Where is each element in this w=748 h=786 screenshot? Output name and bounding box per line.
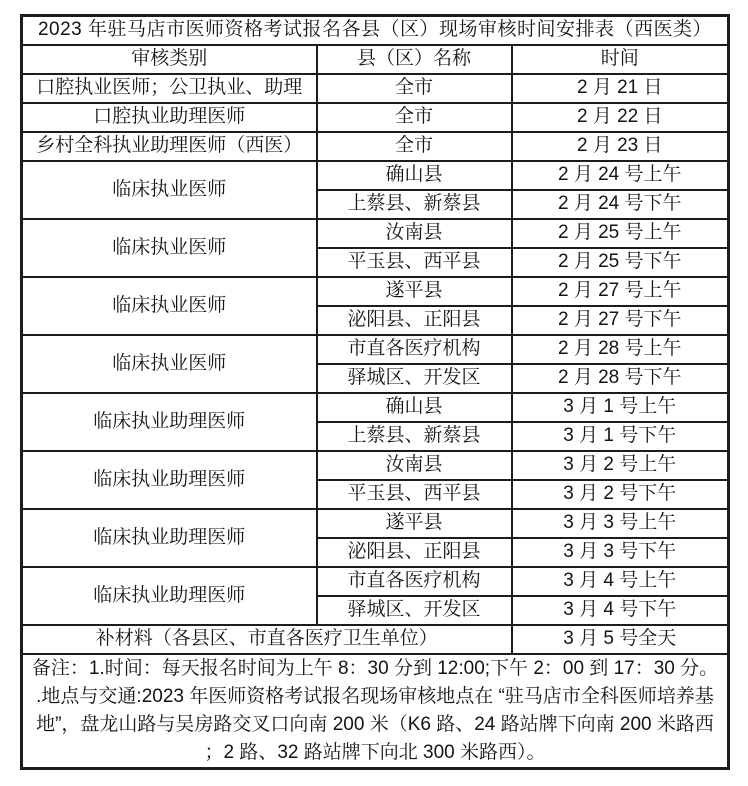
- category-cell: 口腔执业医师；公卫执业、助理: [22, 74, 317, 103]
- note-line-3: 地”，盘龙山路与吴房路交叉口向南 200 米（K6 路、24 路站牌下向南 200 米路西: [36, 713, 714, 735]
- header-county: 县（区）名称: [317, 45, 512, 74]
- category-cell: 临床执业助理医师: [22, 567, 317, 625]
- county-cell: 上蔡县、新蔡县: [317, 422, 512, 451]
- time-cell: 2 月 24 号上午: [512, 161, 729, 190]
- note-line-1: 备注：1.时间：每天报名时间为上午 8：30 分到 12:00;下午 2：00 到 17：30 分。: [31, 657, 719, 679]
- county-cell: 驿城区、开发区: [317, 596, 512, 625]
- supplement-time-cell: 3 月 5 号全天: [512, 625, 729, 654]
- supplement-row: [22, 625, 729, 654]
- category-cell: 临床执业助理医师: [22, 509, 317, 567]
- time-cell: 3 月 1 号下午: [512, 422, 729, 451]
- county-cell: 全市: [317, 103, 512, 132]
- time-cell: 2 月 21 日: [512, 74, 729, 103]
- exam-schedule-table: [20, 14, 730, 770]
- note-line-4: ；2 路、32 路站牌下向北 300 米路西）。: [204, 741, 546, 763]
- county-cell: 全市: [317, 74, 512, 103]
- county-cell: 平玉县、西平县: [317, 480, 512, 509]
- category-cell: 临床执业助理医师: [22, 451, 317, 509]
- category-cell: 临床执业医师: [22, 161, 317, 219]
- table-row: [22, 451, 729, 480]
- time-cell: 3 月 3 号下午: [512, 538, 729, 567]
- county-cell: 遂平县: [317, 509, 512, 538]
- county-cell: 汝南县: [317, 451, 512, 480]
- notes-row: [22, 654, 729, 769]
- time-cell: 3 月 1 号上午: [512, 393, 729, 422]
- county-cell: 平玉县、西平县: [317, 248, 512, 277]
- table-row: [22, 132, 729, 161]
- time-cell: 3 月 4 号上午: [512, 567, 729, 596]
- time-cell: 2 月 24 号下午: [512, 190, 729, 219]
- table-row: [22, 219, 729, 248]
- note-line-2: .地点与交通:2023 年医师资格考试报名现场审核地点在 “驻马店市全科医师培养基: [36, 685, 714, 707]
- county-cell: 市直各医疗机构: [317, 335, 512, 364]
- table-row: [22, 103, 729, 132]
- time-cell: 3 月 2 号下午: [512, 480, 729, 509]
- notes-cell: [22, 654, 729, 769]
- category-cell: 临床执业医师: [22, 335, 317, 393]
- county-cell: 汝南县: [317, 219, 512, 248]
- time-cell: 2 月 28 号上午: [512, 335, 729, 364]
- table-row: [22, 393, 729, 422]
- county-cell: 泌阳县、正阳县: [317, 306, 512, 335]
- time-cell: 3 月 3 号上午: [512, 509, 729, 538]
- table-row: [22, 567, 729, 596]
- time-cell: 2 月 25 号上午: [512, 219, 729, 248]
- county-cell: 全市: [317, 132, 512, 161]
- table-row: [22, 161, 729, 190]
- category-cell: 临床执业医师: [22, 219, 317, 277]
- time-cell: 2 月 27 号上午: [512, 277, 729, 306]
- category-cell: 临床执业助理医师: [22, 393, 317, 451]
- county-cell: 驿城区、开发区: [317, 364, 512, 393]
- table-title: 2023 年驻马店市医师资格考试报名各县（区）现场审核时间安排表（西医类）: [22, 16, 729, 45]
- time-cell: 2 月 28 号下午: [512, 364, 729, 393]
- header-category: 审核类别: [22, 45, 317, 74]
- table-row: [22, 277, 729, 306]
- county-cell: 市直各医疗机构: [317, 567, 512, 596]
- county-cell: 确山县: [317, 161, 512, 190]
- time-cell: 2 月 23 日: [512, 132, 729, 161]
- supplement-label-cell: 补材料（各县区、市直各医疗卫生单位）: [22, 625, 512, 654]
- time-cell: 3 月 2 号上午: [512, 451, 729, 480]
- time-cell: 2 月 27 号下午: [512, 306, 729, 335]
- county-cell: 遂平县: [317, 277, 512, 306]
- category-cell: 口腔执业助理医师: [22, 103, 317, 132]
- time-cell: 3 月 4 号下午: [512, 596, 729, 625]
- title-row: [22, 16, 729, 45]
- header-time: 时间: [512, 45, 729, 74]
- table-row: [22, 74, 729, 103]
- time-cell: 2 月 25 号下午: [512, 248, 729, 277]
- category-cell: 临床执业医师: [22, 277, 317, 335]
- table-row: [22, 509, 729, 538]
- county-cell: 上蔡县、新蔡县: [317, 190, 512, 219]
- county-cell: 确山县: [317, 393, 512, 422]
- county-cell: 泌阳县、正阳县: [317, 538, 512, 567]
- category-cell: 乡村全科执业助理医师（西医）: [22, 132, 317, 161]
- header-row: [22, 45, 729, 74]
- time-cell: 2 月 22 日: [512, 103, 729, 132]
- table-row: [22, 335, 729, 364]
